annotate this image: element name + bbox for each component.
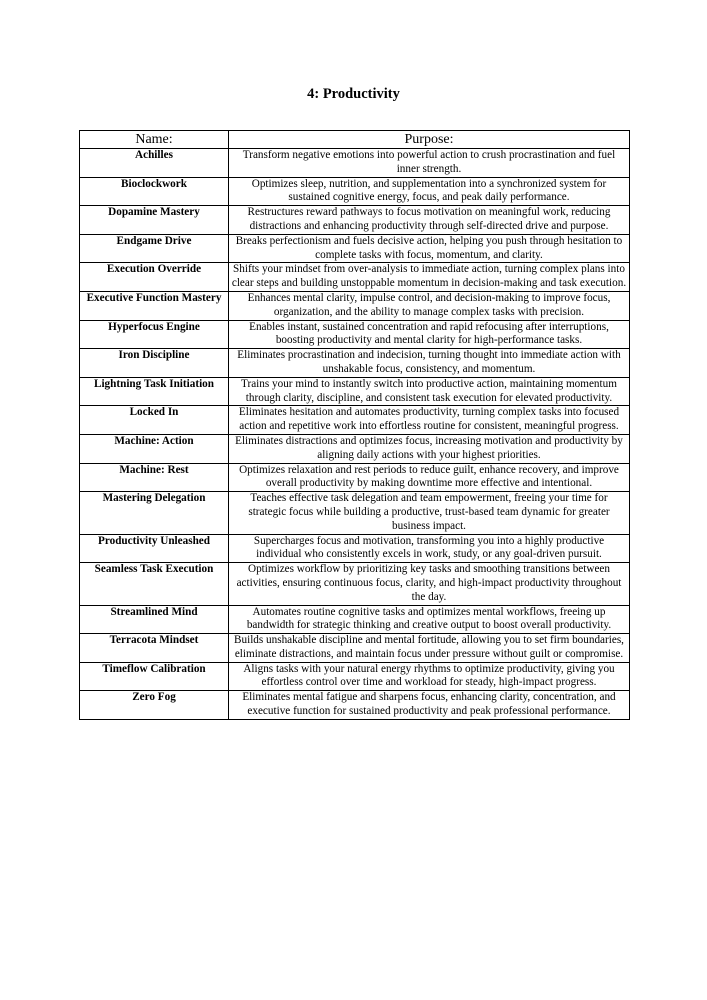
- table-row: [80, 662, 630, 691]
- table-row: [80, 320, 630, 349]
- row-purpose: Eliminates hesitation and automates productivity, turning complex tasks into focused action and repetitive work into effortless routine for consistent, meaningful progress.: [229, 406, 630, 435]
- row-purpose: Eliminates distractions and optimizes focus, increasing motivation and productivity by aligning daily actions with your highest priorities.: [229, 434, 630, 463]
- table-row: [80, 492, 630, 534]
- row-purpose: Optimizes sleep, nutrition, and supplementation into a synchronized system for sustained cognitive energy, focus, and peak daily performance.: [229, 177, 630, 206]
- row-name: Terracota Mindset: [80, 634, 229, 663]
- row-name: Endgame Drive: [80, 234, 229, 263]
- row-name: Executive Function Mastery: [80, 291, 229, 320]
- row-name: Machine: Rest: [80, 463, 229, 492]
- row-name: Zero Fog: [80, 691, 229, 720]
- table-row: [80, 349, 630, 378]
- table-row: [80, 691, 630, 720]
- table-row: [80, 177, 630, 206]
- row-purpose: Enhances mental clarity, impulse control, and decision-making to improve focus, organization, and the ability to manage complex tasks with precision.: [229, 291, 630, 320]
- row-purpose: Eliminates procrastination and indecision, turning thought into immediate action with unshakable focus, consistency, and momentum.: [229, 349, 630, 378]
- row-purpose: Aligns tasks with your natural energy rhythms to optimize productivity, giving you effortless control over time and workload for steady, high-impact progress.: [229, 662, 630, 691]
- page-title: 4: Productivity: [307, 86, 400, 102]
- row-purpose: Supercharges focus and motivation, transforming you into a highly productive individual who consistently excels in work, study, or any goal-driven pursuit.: [229, 534, 630, 563]
- table-row: [80, 234, 630, 263]
- table-row: [80, 377, 630, 406]
- table-row: [80, 563, 630, 605]
- row-purpose: Shifts your mindset from over-analysis to immediate action, turning complex plans into clear steps and building unstoppable momentum in decision-making and task execution.: [229, 263, 630, 292]
- productivity-table: [79, 130, 630, 720]
- row-name: Bioclockwork: [80, 177, 229, 206]
- table-row: [80, 206, 630, 235]
- table-row: [80, 634, 630, 663]
- row-name: Locked In: [80, 406, 229, 435]
- row-name: Machine: Action: [80, 434, 229, 463]
- row-purpose: Transform negative emotions into powerful action to crush procrastination and fuel inner strength.: [229, 149, 630, 178]
- table-row: [80, 534, 630, 563]
- row-purpose: Eliminates mental fatigue and sharpens focus, enhancing clarity, concentration, and executive function for sustained productivity and peak professional performance.: [229, 691, 630, 720]
- row-purpose: Optimizes workflow by prioritizing key tasks and smoothing transitions between activities, ensuring continuous focus, clarity, and high-impact productivity throughout the day.: [229, 563, 630, 605]
- table-row: [80, 406, 630, 435]
- name-column-header: Name:: [80, 131, 229, 149]
- row-purpose: Teaches effective task delegation and team empowerment, freeing your time for strategic focus while building a productive, trust-based team dynamic for greater business impact.: [229, 492, 630, 534]
- row-name: Achilles: [80, 149, 229, 178]
- table-header-row: [80, 131, 630, 149]
- row-purpose: Restructures reward pathways to focus motivation on meaningful work, reducing distractions and enhancing productivity through self-directed drive and purpose.: [229, 206, 630, 235]
- row-name: Productivity Unleashed: [80, 534, 229, 563]
- table-row: [80, 263, 630, 292]
- row-name: Lightning Task Initiation: [80, 377, 229, 406]
- purpose-column-header: Purpose:: [229, 131, 630, 149]
- row-purpose: Enables instant, sustained concentration and rapid refocusing after interruptions, boosting productivity and mental clarity for high-performance tasks.: [229, 320, 630, 349]
- table-row: [80, 149, 630, 178]
- row-purpose: Trains your mind to instantly switch into productive action, maintaining momentum through clarity, discipline, and consistent task execution for elevated productivity.: [229, 377, 630, 406]
- table-row: [80, 434, 630, 463]
- row-name: Seamless Task Execution: [80, 563, 229, 605]
- row-purpose: Automates routine cognitive tasks and optimizes mental workflows, freeing up bandwidth for strategic thinking and creative output to boost overall productivity.: [229, 605, 630, 634]
- row-purpose: Breaks perfectionism and fuels decisive action, helping you push through hesitation to complete tasks with focus, momentum, and clarity.: [229, 234, 630, 263]
- row-name: Mastering Delegation: [80, 492, 229, 534]
- row-name: Iron Discipline: [80, 349, 229, 378]
- table-row: [80, 291, 630, 320]
- row-name: Streamlined Mind: [80, 605, 229, 634]
- row-purpose: Builds unshakable discipline and mental fortitude, allowing you to set firm boundaries, eliminate distractions, and maintain focus under pressure without guilt or compromise.: [229, 634, 630, 663]
- row-name: Hyperfocus Engine: [80, 320, 229, 349]
- table-row: [80, 605, 630, 634]
- row-name: Timeflow Calibration: [80, 662, 229, 691]
- row-name: Dopamine Mastery: [80, 206, 229, 235]
- table-row: [80, 463, 630, 492]
- row-name: Execution Override: [80, 263, 229, 292]
- row-purpose: Optimizes relaxation and rest periods to reduce guilt, enhance recovery, and improve overall productivity by making downtime more effective and intentional.: [229, 463, 630, 492]
